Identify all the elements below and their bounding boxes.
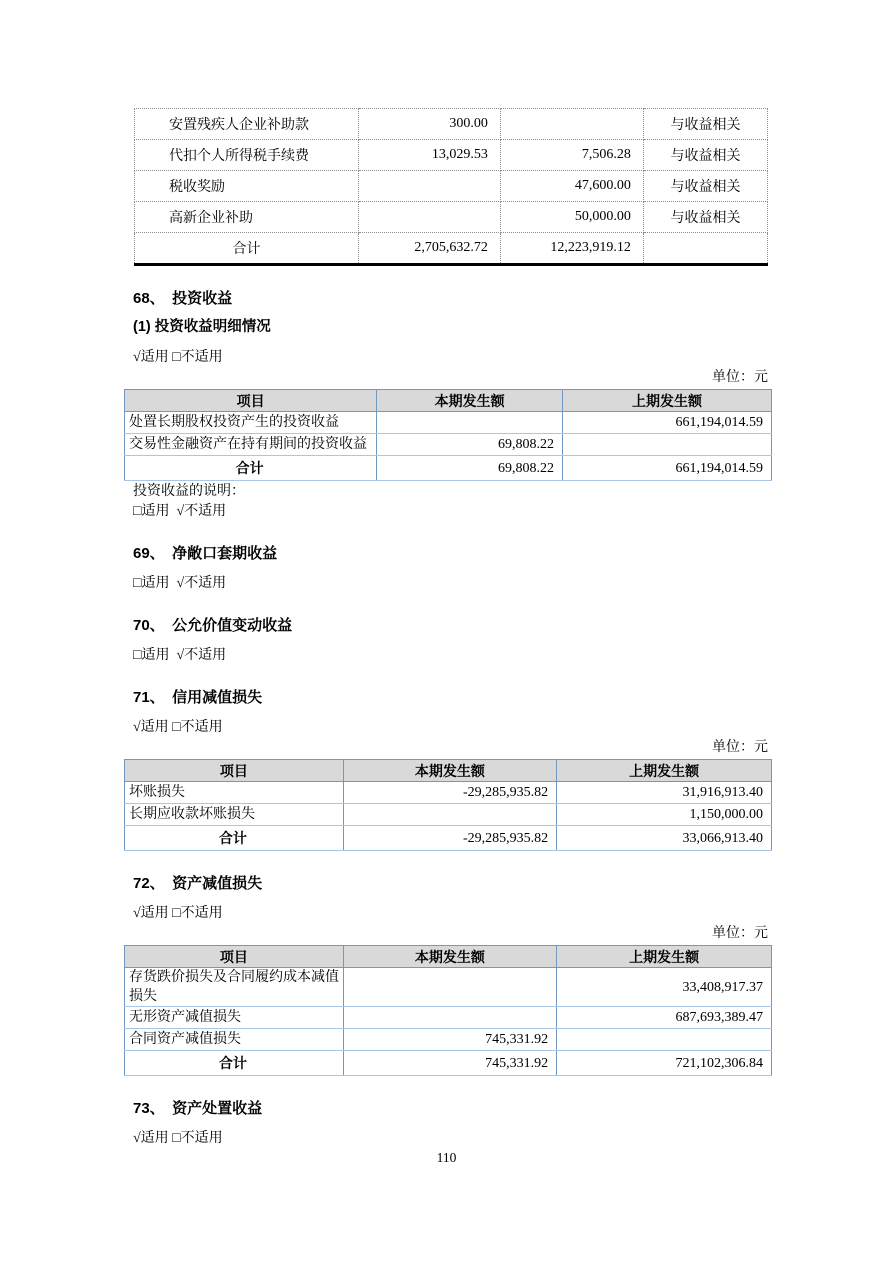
grant-related-cell: 与收益相关: [643, 109, 767, 140]
table-row: [135, 171, 768, 202]
grant-current-cell: 13,029.53: [359, 140, 501, 171]
prior-cell: 1,150,000.00: [557, 804, 772, 826]
current-cell: [343, 804, 557, 826]
current-cell: 745,331.92: [343, 1051, 557, 1076]
page-number: 110: [436, 1150, 457, 1165]
prior-cell: 661,194,014.59: [563, 456, 772, 481]
table-row: [125, 412, 772, 434]
grant-current-cell: [359, 171, 501, 202]
table-row: [135, 140, 768, 171]
total-label-cell: 合计: [125, 1051, 344, 1076]
section-73-applicability: √适用 □不适用: [133, 1131, 223, 1146]
table-row: [125, 968, 772, 1007]
section-68-note-applicability: □适用 √不适用: [133, 504, 227, 519]
table-row: [125, 782, 772, 804]
item-cell: 处置长期股权投资产生的投资收益: [125, 412, 377, 434]
table-row: [135, 202, 768, 233]
grant-item-cell: 安置残疾人企业补助款: [135, 109, 359, 140]
grant-current-cell: 2,705,632.72: [359, 233, 501, 265]
investment-income-note-label: 投资收益的说明：: [133, 484, 245, 499]
section-73-heading: 73、 资产处置收益: [133, 1100, 263, 1117]
government-grants-table: [134, 108, 768, 266]
grant-item-cell: 税收奖励: [135, 171, 359, 202]
column-header-prior: 上期发生额: [557, 760, 772, 782]
table-total-row: [125, 456, 772, 481]
table-row: [125, 434, 772, 456]
section-68-subheading: (1) 投资收益明细情况: [133, 319, 271, 335]
prior-cell: 31,916,913.40: [557, 782, 772, 804]
grant-prior-cell: 7,506.28: [500, 140, 643, 171]
current-cell: -29,285,935.82: [343, 782, 557, 804]
grant-current-cell: [359, 202, 501, 233]
item-cell: 无形资产减值损失: [125, 1007, 344, 1029]
grant-related-cell: 与收益相关: [643, 202, 767, 233]
item-cell: 坏账损失: [125, 782, 344, 804]
section-70-heading: 70、 公允价值变动收益: [133, 617, 293, 634]
current-cell: -29,285,935.82: [343, 826, 557, 851]
investment-income-table: [124, 389, 772, 481]
table-row: [125, 1029, 772, 1051]
section-72-applicability: √适用 □不适用: [133, 906, 223, 921]
column-header-item: 项目: [125, 760, 344, 782]
prior-cell: [557, 1029, 772, 1051]
section-69-applicability: □适用 √不适用: [133, 576, 227, 591]
grant-related-cell: 与收益相关: [643, 140, 767, 171]
current-cell: 69,808.22: [377, 456, 563, 481]
grant-related-cell: [643, 233, 767, 265]
item-cell: 交易性金融资产在持有期间的投资收益: [125, 434, 377, 456]
current-cell: [377, 412, 563, 434]
grant-related-cell: 与收益相关: [643, 171, 767, 202]
section-71-applicability: √适用 □不适用: [133, 720, 223, 735]
unit-label: 单位：元: [712, 740, 768, 755]
grant-total-label-cell: 合计: [135, 233, 359, 265]
table-total-row: [125, 826, 772, 851]
credit-impairment-table: [124, 759, 772, 851]
table-row: [125, 804, 772, 826]
table-header-row: [125, 946, 772, 968]
section-72-heading: 72、 资产减值损失: [133, 875, 263, 892]
current-cell: 745,331.92: [343, 1029, 557, 1051]
section-68-applicability: √适用 □不适用: [133, 350, 223, 365]
unit-label: 单位：元: [712, 370, 768, 385]
prior-cell: 687,693,389.47: [557, 1007, 772, 1029]
grant-item-cell: 高新企业补助: [135, 202, 359, 233]
table-row: [125, 1007, 772, 1029]
table-row: [135, 109, 768, 140]
asset-impairment-table: [124, 945, 772, 1076]
total-label-cell: 合计: [125, 456, 377, 481]
column-header-item: 项目: [125, 390, 377, 412]
prior-cell: 33,066,913.40: [557, 826, 772, 851]
grant-prior-cell: 47,600.00: [500, 171, 643, 202]
table-header-row: [125, 760, 772, 782]
column-header-item: 项目: [125, 946, 344, 968]
table-header-row: [125, 390, 772, 412]
section-69-heading: 69、 净敞口套期收益: [133, 545, 278, 562]
prior-cell: 721,102,306.84: [557, 1051, 772, 1076]
section-71-heading: 71、 信用减值损失: [133, 689, 263, 706]
column-header-prior: 上期发生额: [563, 390, 772, 412]
grant-prior-cell: 50,000.00: [500, 202, 643, 233]
column-header-current: 本期发生额: [377, 390, 563, 412]
unit-label: 单位：元: [712, 926, 768, 941]
prior-cell: [563, 434, 772, 456]
grant-item-cell: 代扣个人所得税手续费: [135, 140, 359, 171]
grant-current-cell: 300.00: [359, 109, 501, 140]
item-cell: 合同资产减值损失: [125, 1029, 344, 1051]
grant-prior-cell: 12,223,919.12: [500, 233, 643, 265]
item-cell: 长期应收款坏账损失: [125, 804, 344, 826]
column-header-current: 本期发生额: [343, 760, 557, 782]
current-cell: [343, 968, 557, 1007]
table-total-row: [125, 1051, 772, 1076]
column-header-current: 本期发生额: [343, 946, 557, 968]
prior-cell: 33,408,917.37: [557, 968, 772, 1007]
section-68-heading: 68、 投资收益: [133, 290, 233, 307]
grant-prior-cell: [500, 109, 643, 140]
table-total-row: [135, 233, 768, 265]
current-cell: 69,808.22: [377, 434, 563, 456]
current-cell: [343, 1007, 557, 1029]
item-cell: 存货跌价损失及合同履约成本减值损失: [125, 968, 344, 1007]
total-label-cell: 合计: [125, 826, 344, 851]
section-70-applicability: □适用 √不适用: [133, 648, 227, 663]
column-header-prior: 上期发生额: [557, 946, 772, 968]
prior-cell: 661,194,014.59: [563, 412, 772, 434]
